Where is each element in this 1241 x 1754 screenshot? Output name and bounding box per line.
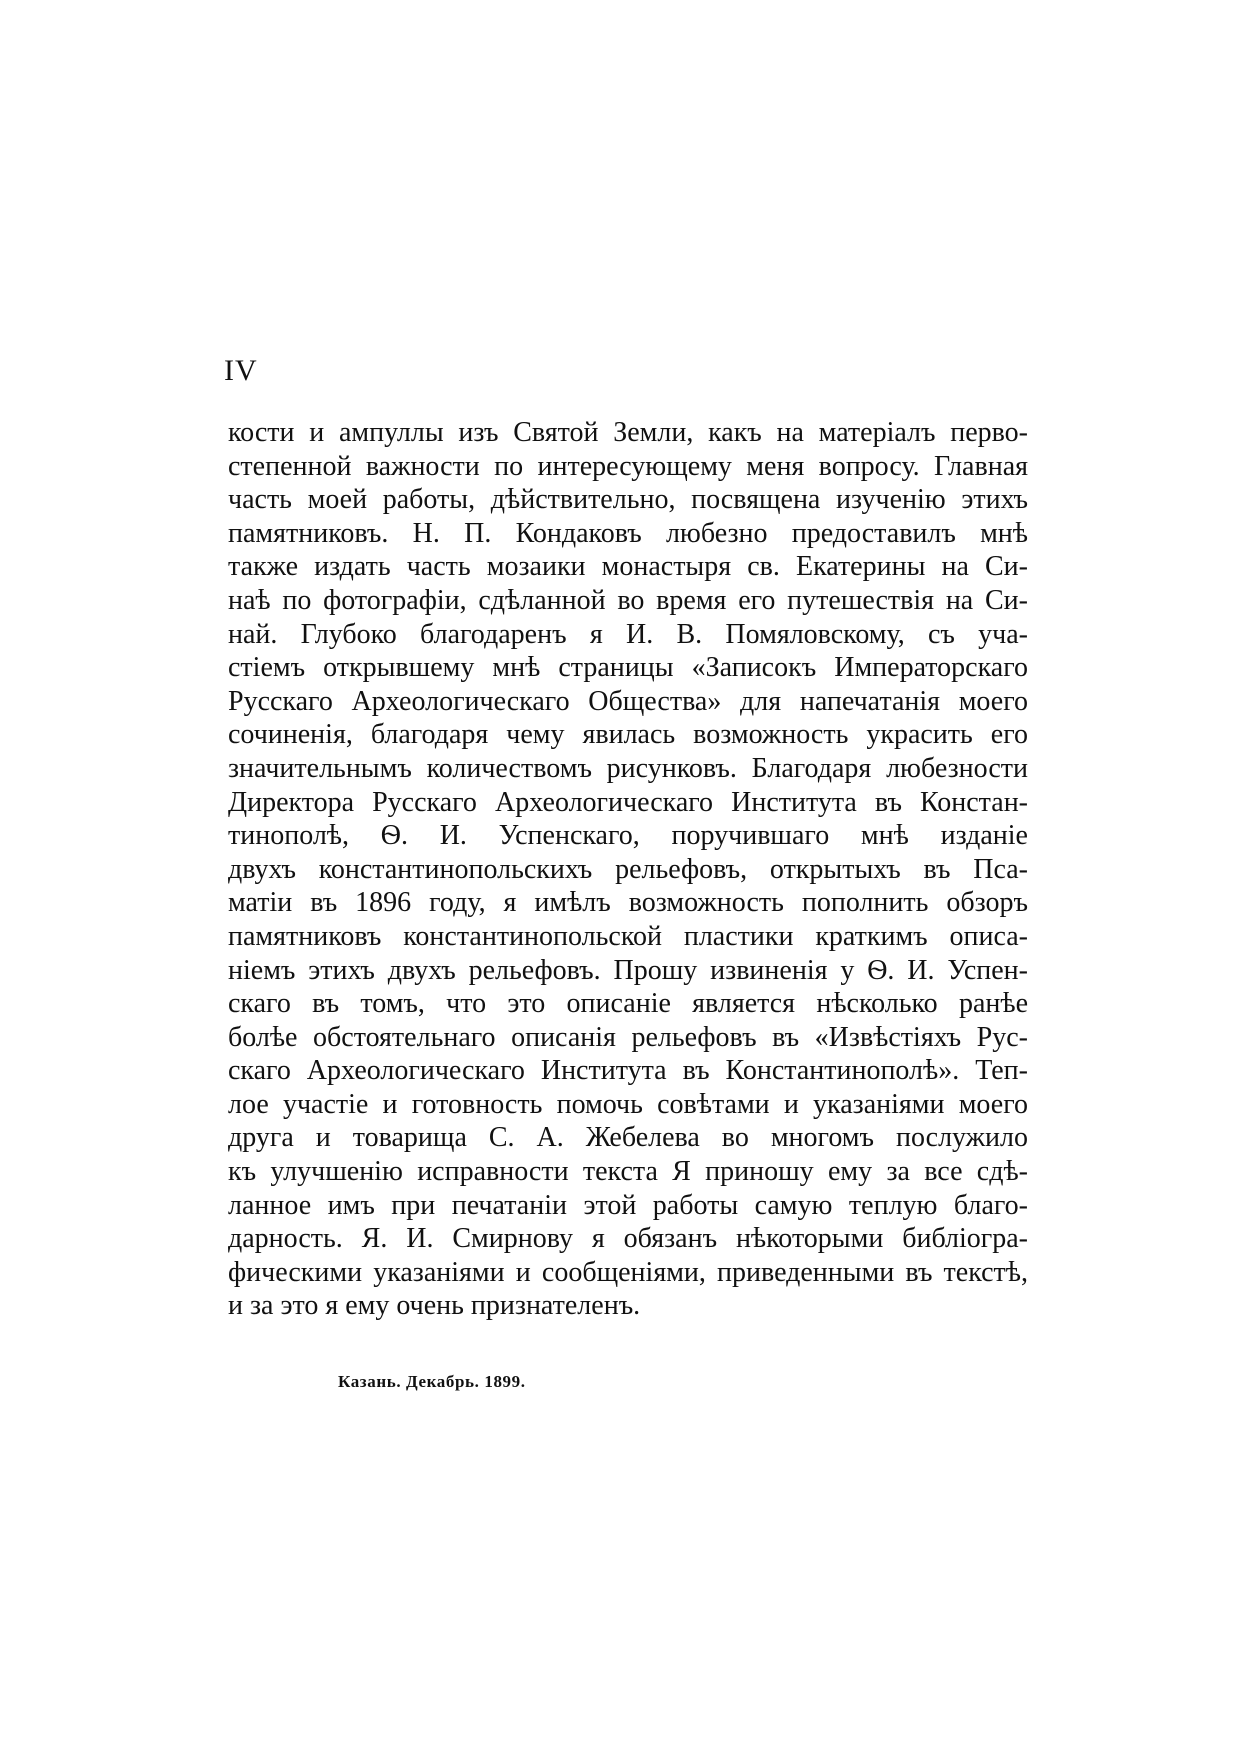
text-line: сочиненія, благодаря чему явилась возможность украсить его — [228, 719, 1028, 751]
text-line: кости и ампуллы изъ Святой Земли, какъ на матеріалъ перво- — [228, 417, 1028, 448]
text-line: значительнымъ количествомъ рисунковъ. Благодаря любезности — [228, 752, 1028, 784]
text-line: также издать часть мозаики монастыря св. Екатерины на Си- — [228, 551, 1028, 583]
text-line: ніемъ этихъ двухъ рельефовъ. Прошу извиненія у Ѳ. И. Успен- — [228, 954, 1028, 986]
text-line: стіемъ открывшему мнѣ страницы «Записокъ Императорскаго — [228, 652, 1028, 684]
text-line: болѣе обстоятельнаго описанія рельефовъ въ «Извѣстіяхъ Рус- — [228, 1021, 1028, 1053]
text-line: лое участіе и готовность помочь совѣтами и указаніями моего — [228, 1088, 1028, 1120]
body-text — [228, 416, 1028, 1323]
text-line: друга и товарища С. А. Жебелева во многомъ послужило — [228, 1122, 1028, 1154]
text-line: часть моей работы, дѣйствительно, посвящена изученію этихъ — [228, 484, 1028, 516]
text-line: степенной важности по интересующему меня вопросу. Главная — [228, 450, 1028, 482]
text-line-last: и за это я ему очень признателенъ. — [228, 1290, 641, 1322]
page-number: IV — [224, 354, 258, 387]
text-line: тинополѣ, Ѳ. И. Успенскаго, поручившаго мнѣ изданіе — [228, 820, 1028, 852]
text-line: двухъ константинопольскихъ рельефовъ, открытыхъ въ Пса- — [228, 853, 1028, 885]
text-line: матіи въ 1896 году, я имѣлъ возможность пополнить обзоръ — [228, 887, 1028, 919]
text-line: скаго Археологическаго Института въ Константинополѣ». Теп- — [228, 1055, 1028, 1087]
text-line: памятниковъ. Н. П. Кондаковъ любезно предоставилъ мнѣ — [228, 517, 1028, 549]
text-line: ланное имъ при печатаніи этой работы самую теплую благо- — [228, 1189, 1028, 1221]
text-line: Русскаго Археологическаго Общества» для напечатанія моего — [228, 685, 1028, 717]
text-line: Директора Русскаго Археологическаго Института въ Констан- — [228, 786, 1028, 818]
text-line: къ улучшенію исправности текста Я приношу ему за все сдѣ- — [228, 1156, 1028, 1188]
text-line: най. Глубоко благодаренъ я И. В. Помяловскому, съ уча- — [228, 618, 1028, 650]
text-line: дарность. Я. И. Смирнову я обязанъ нѣкоторыми библіогра- — [228, 1223, 1028, 1255]
text-line: фическими указаніями и сообщеніями, приведенными въ текстѣ, — [228, 1256, 1028, 1288]
dateline: Казань. Декабрь. 1899. — [338, 1372, 526, 1391]
text-line: скаго въ томъ, что это описаніе является нѣсколько ранѣе — [228, 988, 1028, 1020]
text-line: наѣ по фотографіи, сдѣланной во время его путешествія на Си- — [228, 584, 1028, 616]
text-line: памятниковъ константинопольской пластики краткимъ описа- — [228, 920, 1028, 952]
